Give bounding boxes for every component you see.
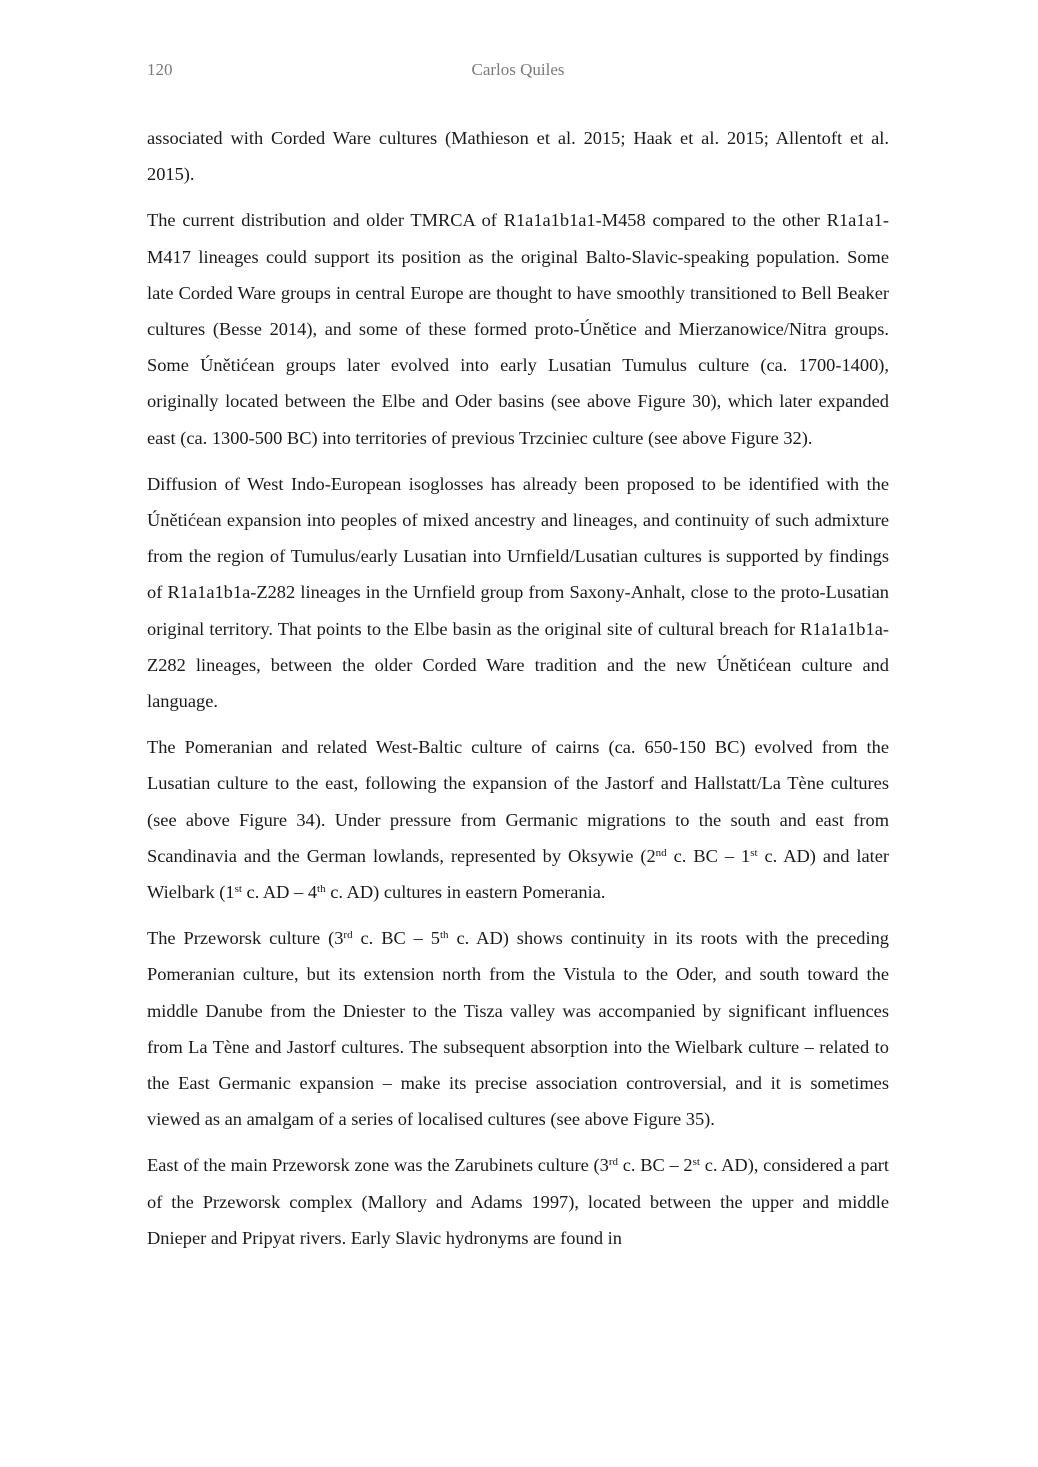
- text-run: c. BC – 1: [666, 845, 751, 866]
- body-text: [147, 120, 889, 1266]
- text-run: East of the main Przeworsk zone was the Zarubinets culture (3: [147, 1155, 609, 1176]
- text-run: c. AD – 4: [241, 882, 318, 903]
- text-run: c. AD) cultures in eastern Pomerania.: [325, 882, 606, 903]
- text-run: The Pomeranian and related West-Baltic culture of cairns (ca. 650-150 BC) evolved from the Lusatian culture to the east, following the expansion of the Jastorf and Hallstatt/La Tène cultures (see above Figure 34). Under pressure from Germanic migrations to the south and east from Scandinavia and the German lowlands, represented by Oksywie (2: [147, 737, 889, 866]
- text-run: Diffusion of West Indo-European isoglosses has already been proposed to be identified with the Únětićean expansion into peoples of mixed ancestry and lineages, and continuity of such admixture from the region of Tumulus/early Lusatian into Urnfield/Lusatian cultures is supported by findings of R1a1a1b1a-Z282 lineages in the Urnfield group from Saxony-Anhalt, close to the proto-Lusatian original territory. That points to the Elbe basin as the original site of cultural breach for R1a1a1b1a-Z282 lineages, between the older Corded Ware tradition and the new Únětićean culture and language.: [147, 473, 889, 712]
- running-header: [147, 60, 889, 86]
- text-run: c. AD) and later Wielbark (1: [147, 845, 890, 903]
- ordinal-superscript: st: [234, 883, 242, 896]
- text-run: The Przeworsk culture (3: [147, 928, 344, 949]
- ordinal-superscript: rd: [343, 929, 353, 942]
- text-run: The current distribution and older TMRCA of R1a1a1b1a1-M458 compared to the other R1a1a1-M417 lineages could support its position as the original Balto-Slavic-speaking population. Some late Corded Ware groups in central Europe are thought to have smoothly transitioned to Bell Beaker cultures (Besse 2014), and some of these formed proto-Únětice and Mierzanowice/Nitra groups. Some Únětićean groups later evolved into early Lusatian Tumulus culture (ca. 1700-1400), originally located between the Elbe and Oder basins (see above Figure 30), which later expanded east (ca. 1300-500 BC) into territories of previous Trzciniec culture (see above Figure 32).: [147, 210, 889, 448]
- paragraph: [147, 1147, 889, 1256]
- ordinal-superscript: nd: [655, 846, 667, 859]
- ordinal-superscript: st: [692, 1156, 700, 1169]
- text-run: c. AD) shows continuity in its roots with the preceding Pomeranian culture, but its extension north from the Vistula to the Oder, and south toward the middle Danube from the Dniester to the Tisza valley was accompanied by significant influences from La Tène and Jastorf cultures. The subsequent absorption into the Wielbark culture – related to the East Germanic expansion – make its precise association controversial, and it is sometimes viewed as an amalgam of a series of localised cultures (see above Figure 35).: [147, 928, 889, 1130]
- ordinal-superscript: rd: [608, 1156, 619, 1169]
- paragraph: [147, 202, 889, 455]
- running-title: Carlos Quiles: [471, 60, 565, 79]
- ordinal-superscript: th: [440, 929, 449, 942]
- paragraph: [147, 466, 889, 719]
- ordinal-superscript: st: [750, 846, 758, 859]
- paragraph: [147, 729, 889, 910]
- text-run: associated with Corded Ware cultures (Mathieson et al. 2015; Haak et al. 2015; Allentoft et al. 2015).: [147, 128, 889, 185]
- ordinal-superscript: th: [317, 883, 326, 896]
- paragraph: [147, 120, 889, 192]
- text-run: c. BC – 5: [352, 928, 440, 949]
- paragraph: [147, 920, 889, 1137]
- page-number: 120: [147, 60, 173, 79]
- text-run: c. AD), considered a part of the Przeworsk complex (Mallory and Adams 1997), located between the upper and middle Dnieper and Pripyat rivers. Early Slavic hydronyms are found in: [147, 1155, 890, 1248]
- text-run: c. BC – 2: [618, 1155, 693, 1176]
